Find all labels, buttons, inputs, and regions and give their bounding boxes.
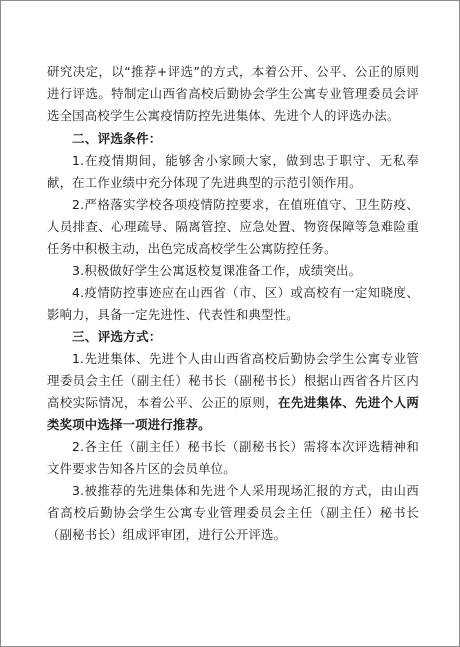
method-item-1-emphasis: 在先进集体、先进个人两类奖项中选择一项进行推荐。	[47, 395, 419, 432]
criteria-item-3: 3.积极做好学生公寓返校复课准备工作，成绩突出。	[72, 263, 362, 278]
method-item-2: 2.各主任（副主任）秘书长（副秘书长）需将本次评选精神和文件要求告知各片区的会员单位。	[47, 439, 419, 476]
criteria-item-2: 2.严格落实学校各项疫情防控要求，在值班值守、卫生防疫、人员排查、心理疏导、隔离管控、应急处置、物资保障等急难险重任务中积极主动，出色完成高校学生公寓防控任务。	[47, 197, 419, 256]
method-item-1	[47, 348, 419, 436]
intro-paragraph: 研究决定，以“推荐+评选”的方式，本着公开、公平、公正的原则进行评选。特制定山西省高校后勤协会学生公寓专业管理委员会评选全国高校学生公寓疫情防控先进集体、先进个人的评选办法。	[47, 64, 419, 123]
document-body	[47, 61, 419, 546]
section-heading-criteria: 二、评选条件：	[72, 131, 162, 146]
criteria-item-4: 4.疫情防控事迹应在山西省（市、区）或高校有一定知晓度、影响力，具备一定先进性、代表性和典型性。	[47, 285, 419, 322]
criteria-item-1: 1.在疫情期间，能够舍小家顾大家，做到忠于职守、无私奉献，在工作业绩中充分体现了先进典型的示范引领作用。	[47, 153, 419, 190]
section-heading-method: 三、评选方式：	[72, 329, 162, 344]
method-item-1-text: 1.先进集体、先进个人由山西省高校后勤协会学生公寓专业管理委员会主任（副主任）秘书长（副秘书长）根据山西省各片区内高校实际情况，本着公平、公正的原则，	[47, 351, 419, 410]
method-item-3: 3.被推荐的先进集体和先进个人采用现场汇报的方式，由山西省高校后勤协会学生公寓专业管理委员会主任（副主任）秘书长（副秘书长）组成评审团，进行公开评选。	[47, 483, 419, 542]
